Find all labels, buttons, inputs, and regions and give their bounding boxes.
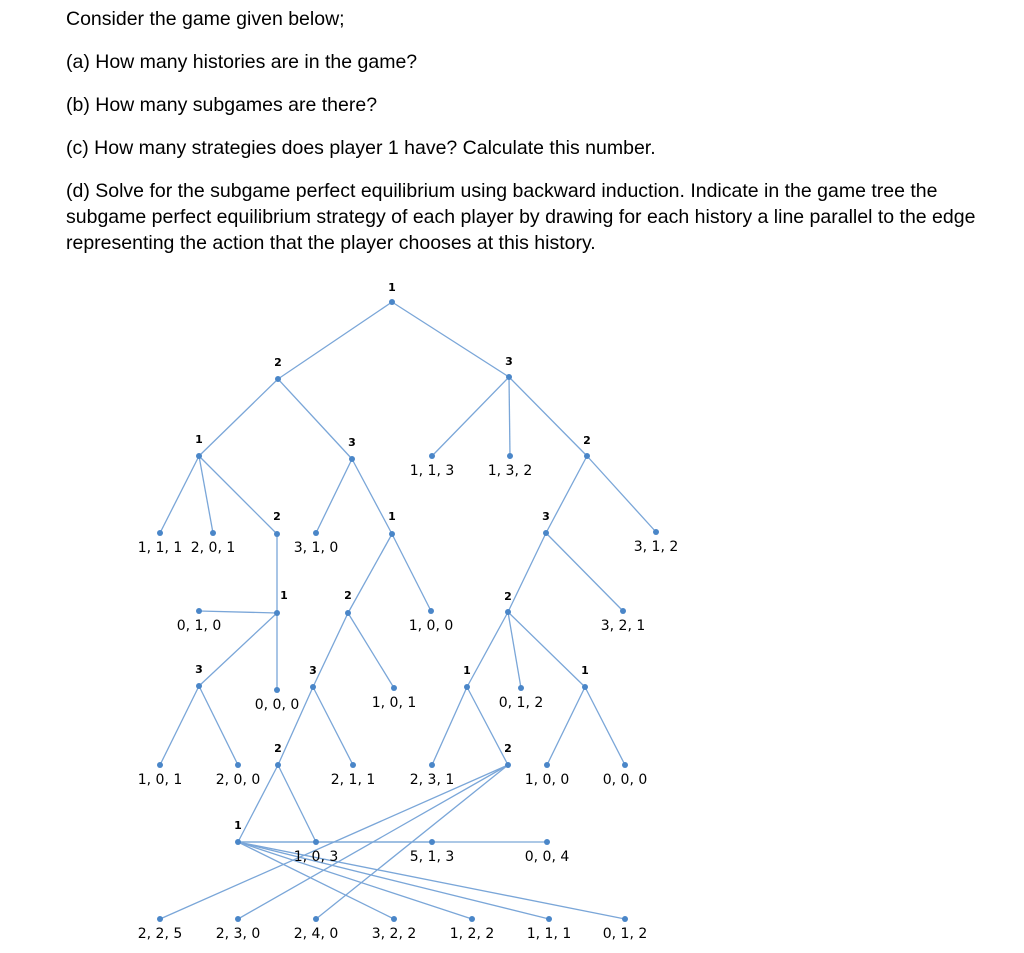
terminal-node [313,530,319,536]
tree-edge [546,456,587,533]
tree-edge [160,686,199,765]
player-label: 2 [504,590,512,603]
terminal-node [210,530,216,536]
player-label: 3 [309,664,317,677]
decision-node [389,531,395,537]
terminal-node [518,685,524,691]
terminal-node [428,608,434,614]
player-label: 2 [504,742,512,755]
tree-edge [278,379,352,459]
question-a: (a) How many histories are in the game? [66,51,418,73]
player-label: 1 [388,510,396,523]
terminal-node [469,916,475,922]
terminal-node [157,530,163,536]
tree-edge [392,302,509,377]
payoff-label: 1, 0, 0 [408,618,454,634]
player-label: 3 [505,355,513,368]
question-d: (d) Solve for the subgame perfect equilibrium using backward induction. Indicate in the game tree the subgame perfect equilibrium strategy of each player by drawing for each history a line parallel to the edge representing the action that the player chooses at this history. [66,180,976,254]
decision-node [275,376,281,382]
decision-node [196,453,202,459]
player-label: 2 [344,589,352,602]
terminal-node [546,916,552,922]
payoff-label: 5, 1, 3 [409,849,455,865]
player-label: 2 [273,510,281,523]
terminal-node [157,762,163,768]
payoff-label: 2, 1, 1 [330,772,376,788]
player-label: 2 [583,434,591,447]
tree-edge [348,534,392,613]
tree-edge [546,533,623,611]
terminal-node [235,762,241,768]
decision-node [584,453,590,459]
decision-node [505,609,511,615]
payoff-label: 2, 0, 1 [190,540,236,556]
decision-node [275,762,281,768]
tree-edge [392,534,431,611]
payoff-label: 2, 2, 5 [137,926,183,942]
tree-edge [199,379,278,456]
decision-node [349,456,355,462]
player-label: 1 [280,589,288,602]
terminal-node [391,685,397,691]
payoff-label: 1, 3, 2 [487,463,533,479]
terminal-node [429,453,435,459]
player-label: 3 [348,436,356,449]
terminal-node [313,916,319,922]
terminal-node [544,839,550,845]
question-c: (c) How many strategies does player 1 have? Calculate this number. [66,137,656,159]
payoff-label: 1, 0, 1 [137,772,183,788]
payoff-label: 3, 2, 1 [600,618,646,634]
payoff-label: 1, 1, 1 [137,540,183,556]
terminal-node [622,916,628,922]
payoff-label: 3, 2, 2 [371,926,417,942]
tree-edge [585,687,625,765]
terminal-node [429,762,435,768]
decision-node [505,762,511,768]
decision-node [310,684,316,690]
tree-edge [160,456,199,533]
tree-edge [316,459,352,533]
terminal-node [620,608,626,614]
decision-node [582,684,588,690]
payoff-label: 0, 1, 0 [176,618,222,634]
tree-edge [352,459,392,534]
terminal-node [622,762,628,768]
question-b: (b) How many subgames are there? [66,94,378,116]
decision-node [345,610,351,616]
payoff-label: 3, 1, 0 [293,540,339,556]
tree-edge [199,611,277,613]
decision-node [506,374,512,380]
payoff-label: 1, 0, 3 [293,849,339,865]
decision-node [464,684,470,690]
terminal-node [391,916,397,922]
payoff-label: 1, 1, 1 [526,926,572,942]
tree-edge [432,687,467,765]
decision-node [543,530,549,536]
tree-edge [587,456,656,532]
tree-edge [509,377,510,456]
player-label: 1 [388,281,396,294]
tree-edge [432,377,509,456]
terminal-node [653,529,659,535]
terminal-node [507,453,513,459]
payoff-label: 1, 0, 1 [371,695,417,711]
terminal-node [313,839,319,845]
tree-edge [278,765,316,842]
payoff-label: 0, 1, 2 [498,695,544,711]
payoff-label: 2, 3, 1 [409,772,455,788]
player-label: 1 [581,664,589,677]
tree-edge [547,687,585,765]
payoff-label: 2, 0, 0 [215,772,261,788]
payoff-label: 2, 4, 0 [293,926,339,942]
tree-edge [509,377,587,456]
payoff-label: 0, 1, 2 [602,926,648,942]
payoff-label: 1, 2, 2 [449,926,495,942]
player-label: 1 [463,664,471,677]
terminal-node [157,916,163,922]
decision-node [235,839,241,845]
player-label: 3 [542,510,550,523]
decision-node [274,531,280,537]
player-label: 2 [274,356,282,369]
payoff-label: 0, 0, 0 [602,772,648,788]
player-label: 1 [234,819,242,832]
decision-node [389,299,395,305]
tree-edge [278,302,392,379]
terminal-node [544,762,550,768]
tree-edge [199,686,238,765]
payoff-label: 0, 0, 0 [254,697,300,713]
terminal-node [350,762,356,768]
player-label: 2 [274,742,282,755]
tree-edge [238,842,549,919]
tree-edge [313,687,353,765]
tree-edge [508,533,546,612]
terminal-node [274,687,280,693]
payoff-label: 1, 0, 0 [524,772,570,788]
terminal-node [235,916,241,922]
tree-edge [348,613,394,688]
tree-edge [313,613,348,687]
payoff-label: 1, 1, 3 [409,463,455,479]
decision-node [196,683,202,689]
payoff-label: 0, 0, 4 [524,849,570,865]
player-label: 1 [195,433,203,446]
question-intro: Consider the game given below; [66,8,345,30]
tree-edge [467,612,508,687]
terminal-node [429,839,435,845]
terminal-node [196,608,202,614]
payoff-label: 3, 1, 2 [633,539,679,555]
player-label: 3 [195,663,203,676]
payoff-label: 2, 3, 0 [215,926,261,942]
decision-node [274,610,280,616]
